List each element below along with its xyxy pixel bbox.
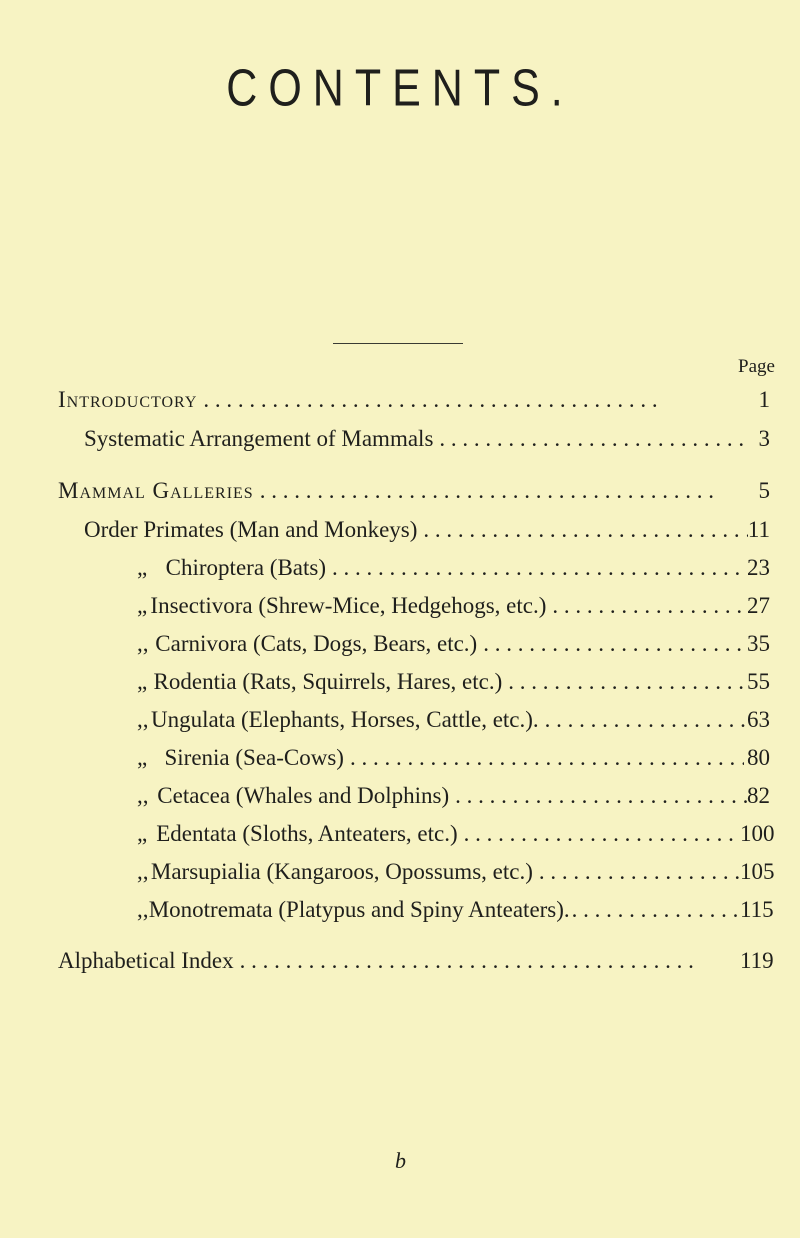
- toc-entry-page: 27: [747, 593, 770, 618]
- ditto-mark: ,,: [137, 859, 149, 884]
- page-title: CONTENTS.: [226, 60, 574, 118]
- leader-dots: [546, 591, 747, 621]
- toc-entry-label: Rodentia (Rats, Squirrels, Hares, etc.): [153, 669, 503, 694]
- toc-entry-label: Chiroptera (Bats): [165, 555, 326, 580]
- ditto-mark: ,,: [137, 783, 149, 808]
- toc-entry-label: Marsupialia (Kangaroos, Opossums, etc.): [150, 859, 533, 884]
- toc-entry-insectivora[interactable]: [137, 591, 770, 621]
- toc-entry-label: Alphabetical Index: [58, 948, 234, 973]
- toc-entry-rodentia[interactable]: [137, 667, 770, 697]
- leader-dots: [458, 819, 740, 849]
- toc-entry-label: Carnivora (Cats, Dogs, Bears, etc.): [155, 631, 478, 656]
- toc-entry-page: 11: [747, 517, 770, 542]
- leader-dots: [502, 667, 747, 697]
- toc-entry-label: Mammal Galleries: [58, 478, 254, 503]
- leader-dots: [449, 781, 747, 811]
- toc-entry-label: Order Primates (Man and Monkeys): [84, 517, 418, 542]
- leader-dots: [197, 385, 740, 415]
- toc-entry-page: 5: [758, 478, 770, 503]
- toc-entry-cetacea[interactable]: [137, 781, 770, 811]
- ditto-mark: ,,: [137, 707, 149, 732]
- toc-entry-page: 63: [747, 707, 770, 732]
- toc-entry-label: Sirenia (Sea-Cows): [164, 745, 344, 770]
- toc-entry-page: 80: [746, 745, 770, 770]
- toc-entry-alphabetical-index[interactable]: [58, 946, 774, 976]
- toc-entry-page: 115: [740, 897, 774, 922]
- toc-entry-label: Monotremata (Platypus and Spiny Anteaters).: [148, 897, 570, 922]
- toc-entry-page: 100: [740, 821, 775, 846]
- leader-dots: [477, 629, 747, 659]
- page-column-label: Page: [738, 356, 775, 377]
- leader-dots: [326, 553, 743, 583]
- leader-dots: [433, 424, 749, 454]
- toc-entry-marsupialia[interactable]: [137, 857, 775, 887]
- toc-entry-edentata[interactable]: [137, 819, 775, 849]
- ditto-mark: „: [137, 593, 148, 618]
- leader-dots: [539, 705, 747, 735]
- toc-entry-label: Systematic Arrangement of Mammals: [84, 426, 434, 451]
- toc-entry-label: Insectivora (Shrew-Mice, Hedgehogs, etc.): [150, 593, 547, 618]
- toc-entry-sirenia[interactable]: [137, 743, 770, 773]
- toc-entry-mammal-galleries[interactable]: [58, 476, 770, 506]
- title-rule: [333, 343, 463, 344]
- signature-mark: b: [395, 1148, 406, 1173]
- ditto-mark: „: [137, 821, 148, 846]
- leader-dots: [344, 743, 744, 773]
- ditto-mark: „: [137, 555, 148, 580]
- ditto-mark: ,,: [137, 631, 149, 656]
- leader-dots: [234, 946, 740, 976]
- leader-dots: [570, 895, 740, 925]
- toc-entry-primates[interactable]: [84, 515, 770, 545]
- toc-entry-label: Ungulata (Elephants, Horses, Cattle, etc.).: [150, 707, 539, 732]
- toc-entry-page: 3: [758, 426, 770, 451]
- ditto-mark: „: [137, 745, 148, 770]
- toc-entry-page: 55: [747, 669, 770, 694]
- toc-entry-label: Cetacea (Whales and Dolphins): [157, 783, 450, 808]
- ditto-mark: ,,: [137, 897, 149, 922]
- toc-entry-page: 35: [747, 631, 770, 656]
- toc-entry-page: 119: [740, 948, 774, 973]
- toc-entry-page: 23: [747, 555, 770, 580]
- leader-dots: [533, 857, 740, 887]
- toc-entry-page: 105: [740, 859, 775, 884]
- toc-entry-page: 82: [747, 783, 770, 808]
- leader-dots: [254, 476, 740, 506]
- toc-entry-ungulata[interactable]: [137, 705, 770, 735]
- toc-entry-label: Edentata (Sloths, Anteaters, etc.): [156, 821, 458, 846]
- toc-entry-page: 1: [758, 387, 770, 412]
- toc-entry-chiroptera[interactable]: [137, 553, 770, 583]
- toc-entry-monotremata[interactable]: [137, 895, 774, 925]
- leader-dots: [417, 515, 747, 545]
- toc-entry-systematic-arrangement[interactable]: [84, 424, 770, 454]
- toc-entry-carnivora[interactable]: [137, 629, 770, 659]
- toc-entry-introductory[interactable]: [58, 385, 770, 415]
- ditto-mark: „: [137, 669, 148, 694]
- toc-entry-label: Introductory: [58, 387, 198, 412]
